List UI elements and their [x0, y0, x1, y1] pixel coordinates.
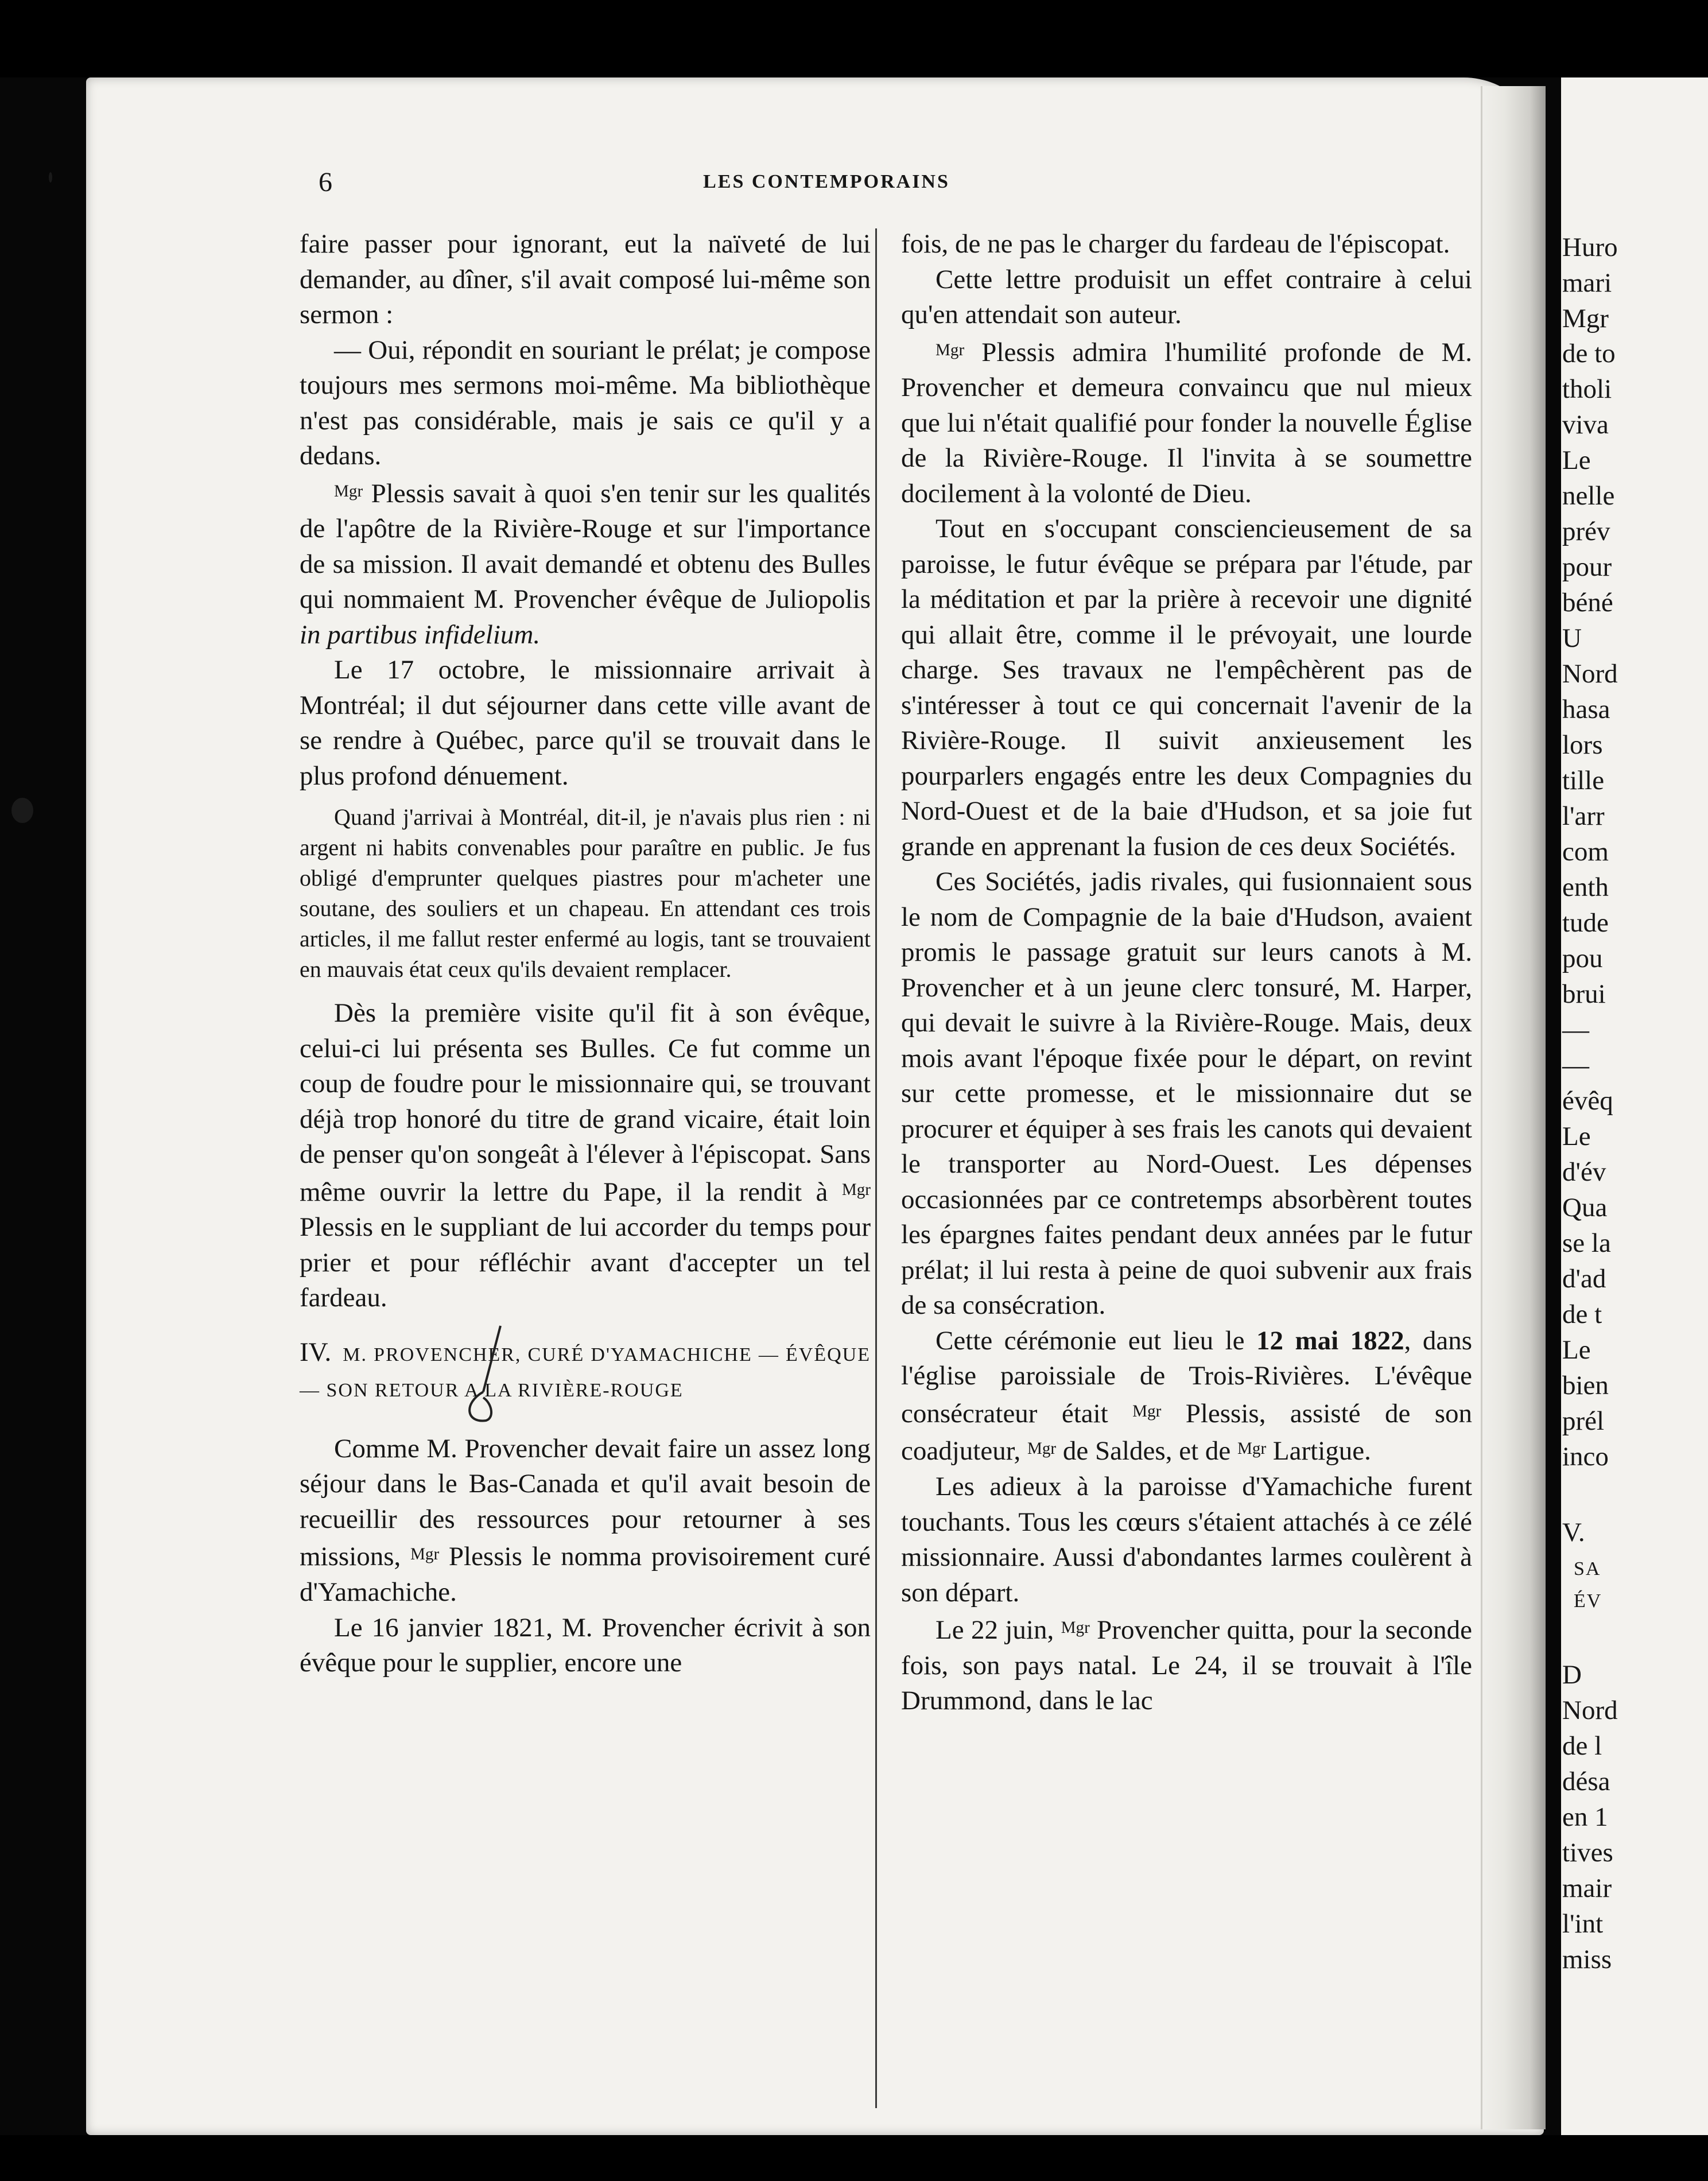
- next-page-fragment: se la: [1562, 1228, 1611, 1258]
- dust-speck: [49, 172, 52, 183]
- paragraph-text: Plessis en le suppliant de lui accorder du temps pour prier et pour réfléchir avant d'accepter un tel fardeau.: [300, 1212, 871, 1313]
- next-page-fragment: miss: [1562, 1945, 1612, 1974]
- next-page-fragment: tives: [1562, 1838, 1613, 1868]
- next-page-fragment: V.: [1562, 1518, 1585, 1547]
- paragraph-text: Comme M. Provencher devait faire un assez long séjour dans le Bas-Canada et qu'il avait besoin de recueillir des ressources pour retourner à ses missions,: [300, 1433, 871, 1572]
- monseigneur-abbrev: Mgr: [334, 482, 363, 500]
- next-page-fragment: de t: [1562, 1299, 1602, 1329]
- next-page-fragment: prél: [1562, 1406, 1605, 1436]
- monseigneur-abbrev: Mgr: [841, 1180, 871, 1199]
- left-column: [300, 227, 871, 1681]
- pencil-mark: [460, 1323, 512, 1426]
- paragraph-text: Plessis, assisté de son coadjuteur,: [901, 1398, 1472, 1466]
- monseigneur-abbrev: Mgr: [1061, 1619, 1090, 1637]
- paragraph: Le 17 octobre, le missionnaire arrivait à Montréal; il dut séjourner dans cette ville avant de se rendre à Québec, parce qu'il se trouvait dans le plus profond dénuement.: [300, 655, 871, 791]
- next-page-fragment: nelle: [1562, 481, 1615, 511]
- section-title: M. PROVENCHER, CURÉ D'YAMACHICHE — ÉVÊQUE — SON RETOUR A LA RIVIÈRE-ROUGE: [300, 1344, 871, 1401]
- next-page-fragment: Qua: [1562, 1193, 1608, 1223]
- next-page-fragment: Nord: [1562, 659, 1618, 689]
- next-page-fragment: com: [1562, 837, 1609, 867]
- next-page-fragment: hasa: [1562, 694, 1610, 724]
- next-page-fragment: D: [1562, 1660, 1582, 1690]
- paragraph-text: Cette cérémonie eut lieu le: [935, 1325, 1256, 1356]
- next-page-fragment: enth: [1562, 872, 1609, 902]
- next-page-fragment: mari: [1562, 268, 1612, 298]
- date-bold: 12 mai 1822: [1256, 1325, 1404, 1356]
- next-page-fragment: —: [1562, 1050, 1589, 1080]
- paragraph-text: Lartigue.: [1266, 1436, 1371, 1466]
- next-page-fragment: pour: [1562, 552, 1612, 582]
- next-page-fragment: mair: [1562, 1873, 1612, 1903]
- monseigneur-abbrev: Mgr: [1132, 1402, 1162, 1421]
- page-number: 6: [319, 167, 332, 197]
- column-rule: [875, 228, 877, 2108]
- next-page-fragment: U: [1562, 623, 1582, 653]
- next-page-fragment: SA: [1574, 1558, 1601, 1580]
- next-page-fragment: viva: [1562, 410, 1609, 440]
- next-page-fragment: l'int: [1562, 1909, 1604, 1939]
- page-fold-shadow: [1481, 86, 1546, 2129]
- next-page-fragment: en 1: [1562, 1802, 1608, 1832]
- paragraph: Les adieux à la paroisse d'Yamachiche furent touchants. Tous les cœurs s'étaient attachés à ce zélé missionnaire. Aussi d'abondantes larmes coulèrent à son départ.: [901, 1472, 1472, 1608]
- paragraph-text: Dès la première visite qu'il fit à son évêque, celui-ci lui présenta ses Bulles. Ce fut comme un coup de foudre pour le missionnaire qui, se trouvant déjà trop honoré du titre de grand vicaire, était loin de penser qu'on songeât à l'élever à l'épiscopat. Sans même ouvrir la lettre du Pape, il la rendit à: [300, 998, 871, 1207]
- paragraph: faire passer pour ignorant, eut la naïveté de lui demander, au dîner, s'il avait composé lui-même son sermon :: [300, 229, 871, 329]
- paragraph: [300, 996, 871, 1316]
- next-page-fragment: Le: [1562, 1335, 1591, 1365]
- next-page-fragment: de l: [1562, 1731, 1602, 1761]
- scan-margin-bottom: [0, 2135, 1708, 2181]
- paragraph: [901, 1324, 1472, 1469]
- paragraph-text: Provencher quitta, pour la seconde fois, son pays natal. Le 24, il se trouvait à l'île Drummond, dans le lac: [901, 1615, 1472, 1716]
- paragraph: Ces Sociétés, jadis rivales, qui fusionnaient sous le nom de Compagnie de la baie d'Hudson, avaient promis le passage gratuit sur leurs canots à M. Provencher et à un jeune clerc tonsuré, M. Harper, qui devait le suivre à la Rivière-Rouge. Mais, deux mois avant l'époque fixée pour le départ, on revint sur cette promesse, et le missionnaire dut se procurer et équiper à ses frais les canots qui devaient le transporter au Nord-Ouest. Les dépenses occasionnées par ce contretemps absorbèrent toutes les épargnes faites pendant deux années par le futur prélat; il lui resta à peine de quoi subvenir aux frais de sa consécration.: [901, 867, 1472, 1321]
- paragraph: [901, 333, 1472, 512]
- next-page-fragment: évêq: [1562, 1086, 1613, 1116]
- paragraph-text: Plessis le nomma provisoirement curé d'Yamachiche.: [300, 1542, 871, 1608]
- next-page-fragment: Le: [1562, 445, 1591, 475]
- monseigneur-abbrev: Mgr: [410, 1545, 440, 1564]
- paragraph: — Oui, répondit en souriant le prélat; je compose toujours mes sermons moi-même. Ma bibliothèque n'est pas considérable, mais je sais ce qu'il y a dedans.: [300, 335, 871, 471]
- paragraph-text: Le 22 juin,: [935, 1615, 1061, 1646]
- next-page-fragment: inco: [1562, 1442, 1609, 1472]
- next-page-fragment: d'év: [1562, 1157, 1606, 1187]
- next-page-fragment: —: [1562, 1015, 1589, 1045]
- block-quote: Quand j'arrivai à Montréal, dit-il, je n'avais plus rien : ni argent ni habits convenables pour paraître en public. Je fus obligé d'emprunter quelques piastres pour m'acheter une soutane, des souliers et un chapeau. En attendant ces trois articles, il me fallut rester enfermé au logis, tant se trouvaient en mauvais état ceux qu'ils devaient remplacer.: [300, 804, 871, 983]
- next-page-fragment: Huro: [1562, 232, 1618, 262]
- paragraph-text: , dans l'église paroissiale de Trois-Rivières. L'évêque consécrateur était: [901, 1325, 1472, 1429]
- next-page-fragment: tille: [1562, 766, 1605, 795]
- section-number: IV.: [300, 1337, 332, 1367]
- paragraph-text: de Saldes, et de: [1056, 1436, 1237, 1466]
- next-page-fragment: d'ad: [1562, 1264, 1606, 1294]
- next-page-fragment: Le: [1562, 1121, 1591, 1151]
- next-page-fragment: bien: [1562, 1371, 1609, 1400]
- paragraph: [901, 1610, 1472, 1719]
- running-title: LES CONTEMPORAINS: [703, 171, 950, 192]
- next-page-fragment: prév: [1562, 517, 1610, 546]
- next-page-fragment: Nord: [1562, 1695, 1618, 1725]
- paragraph: Le 16 janvier 1821, M. Provencher écrivit à son évêque pour le supplier, encore une: [300, 1612, 871, 1678]
- paragraph: fois, de ne pas le charger du fardeau de l'épiscopat.: [901, 229, 1450, 259]
- next-page-fragment: pou: [1562, 944, 1603, 973]
- next-page-fragment: brui: [1562, 979, 1606, 1009]
- monseigneur-abbrev: Mgr: [1027, 1439, 1057, 1458]
- next-page-fragment: tholi: [1562, 374, 1612, 404]
- next-page-fragment: tude: [1562, 908, 1609, 938]
- dust-speck: [11, 798, 33, 823]
- paragraph: Tout en s'occupant consciencieusement de sa paroisse, le futur évêque se prépara par l'étude, par la méditation et par la prière à recevoir une dignité qui allait être, comme il le prévoyait, une lourde charge. Ses travaux ne l'empêchèrent pas de s'intéresser à tout ce qui concernait l'avenir de la Rivière-Rouge. Il suivit anxieusement les pourparlers engagés entre les deux Compagnies du Nord-Ouest et de la baie d'Hudson, et sa joie fut grande en apprenant la fusion de ces deux Sociétés.: [901, 514, 1472, 861]
- monseigneur-abbrev: Mgr: [1237, 1439, 1267, 1458]
- running-head: [232, 166, 1420, 201]
- paragraph: [300, 474, 871, 653]
- paragraph-text: Plessis admira l'humilité profonde de M. Provencher et demeura convaincu que nul mieux que lui n'était qualifié pour fonder la nouvelle Église de la Rivière-Rouge. Il l'invita à se soumettre docilement à la volonté de Dieu.: [901, 337, 1472, 509]
- next-page-fragment: ÉV: [1574, 1590, 1602, 1612]
- next-page-fragment: l'arr: [1562, 801, 1605, 831]
- next-page-fragment: désa: [1562, 1767, 1610, 1796]
- section-heading: [300, 1334, 871, 1408]
- next-page-edge: [1561, 77, 1708, 2135]
- scan-margin-top: [0, 0, 1708, 77]
- next-page-fragment: Mgr: [1562, 304, 1609, 333]
- paragraph-text: Plessis savait à quoi s'en tenir sur les qualités de l'apôtre de la Rivière-Rouge et sur l'importance de sa mission. Il avait demandé et obtenu des Bulles qui nommaient M. Provencher évêque de Juliopolis: [300, 478, 871, 615]
- paragraph: [300, 1431, 871, 1610]
- right-column: [901, 227, 1472, 1719]
- latin-phrase: in partibus infidelium.: [300, 619, 541, 650]
- next-page-fragment: lors: [1562, 730, 1603, 760]
- next-page-fragment: de to: [1562, 339, 1616, 368]
- paragraph: Cette lettre produisit un effet contraire à celui qu'en attendait son auteur.: [901, 264, 1472, 329]
- next-page-fragment: béné: [1562, 588, 1613, 618]
- monseigneur-abbrev: Mgr: [935, 340, 965, 359]
